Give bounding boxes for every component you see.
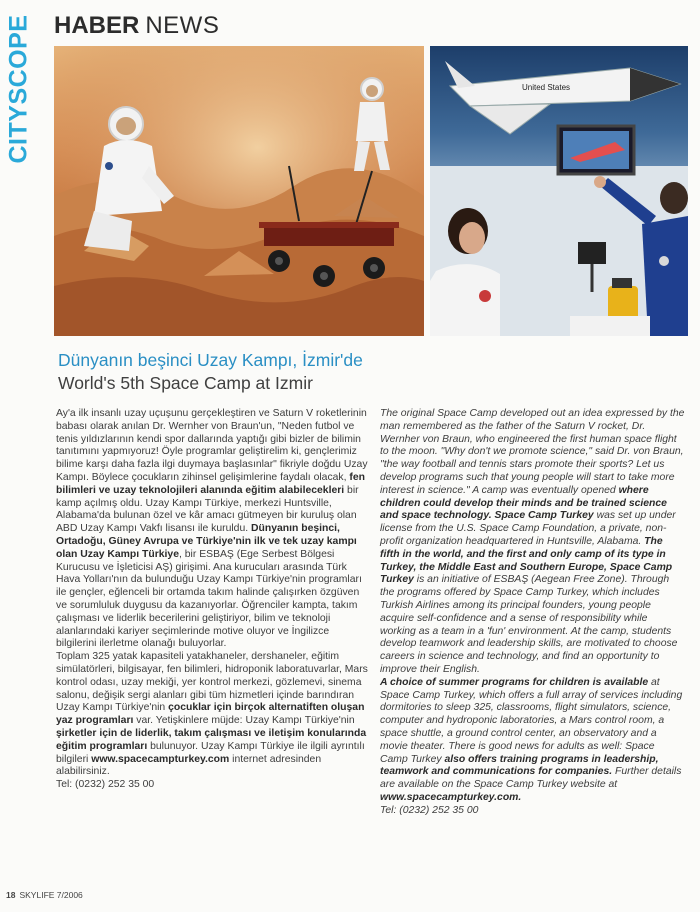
mars-terrain-photo (54, 46, 424, 336)
shuttle-classroom-photo (430, 46, 688, 336)
bold-text-segment: Dünyanın beşinci, Ortadoğu, Güney Avrupa ve Türkiye'nin ilk ve tek uzay kampı olan Uzay Kampı Türkiye (56, 523, 357, 560)
section-header (54, 12, 219, 40)
monitor (558, 126, 634, 174)
bold-text-segment: A choice of summer programs for children is available (380, 676, 649, 688)
paragraph-en-1 (380, 408, 685, 677)
mars-terrain-illustration (54, 46, 424, 336)
text-segment: is an initiative of ESBAŞ (Aegean Free Zone). Through the programs offered by Space Camp Turkey, which includes Turkish Airlines among its principal founders, young people acquire self-confidence and a sense of responsibility while working as a team in a 'fun' environment. At the camp, students develop teamwork and leadership skills, are motivated to choose careers in science and technology, and find an opportunity to improve their English. (380, 574, 678, 675)
article-titles (58, 350, 363, 394)
article-title-en: World's 5th Space Camp at Izmir (58, 373, 313, 393)
bold-text-segment: www.spacecampturkey.com (91, 753, 230, 765)
text-segment: , bir ESBAŞ (Ege Serbest Bölgesi Kurucusu ve İşleticisi AŞ) girişimi. Ana kurucuları arasında Türk Hava Yolları'nın da bulunduğu Uzay Kampı Türkiye'nin programları ile gençler, eğlenceli bir ortamda takım halinde çalışırken özgüven ve sorumluluk duygusu da kazanıyorlar. Öğrenciler kampta, takım çalışması ve liderlik becerilerini geliştiriyor, bilim ve teknoloji alanlarındaki kariyer seçimlerinde motive oluyor ve İngilizce bilgilerini ilerletme olanağı buluyorlar. (56, 548, 362, 650)
bold-text-segment: şirketler için de liderlik, takım çalışması ve iletişim konularında eğitim programları (56, 727, 367, 752)
bold-text-segment: Space Camp Turkey (494, 510, 594, 522)
bold-text-segment: where children could develop their minds and be trained science and space technology. (380, 484, 667, 522)
text-segment: var. Yetişkinlere müjde: Uzay Kampı Türkiye'nin (133, 715, 355, 727)
shuttle-classroom-illustration (430, 46, 688, 336)
magazine-issue: SKYLIFE 7/2006 (19, 890, 83, 900)
bold-text-segment: çocuklar için birçok alternatiften oluşan yaz programları (56, 702, 365, 727)
article-column-tr (56, 408, 369, 792)
text-segment: Further details are available on the Space Camp Turkey website at (380, 766, 682, 791)
page-footer (6, 890, 83, 900)
bold-text-segment: www.spacecampturkey.com. (380, 791, 522, 803)
shuttle-label: United States (522, 83, 571, 92)
paragraph-tr-1 (56, 408, 369, 651)
text-segment: The original Space Camp developed out an idea expressed by the man remembered as the father of the Saturn V rocket, Dr. Wernher von Braun, who engineered the first human space flight to the moon. "Why don't we promote science," said Dr. von Braun, "the way football and tennis stars promote their sports? Let us develop programs such that young people will start to take more interest in science." A camp was eventually opened (380, 408, 685, 496)
header-light: NEWS (145, 12, 220, 39)
text-segment: Ay'a ilk insanlı uzay uçuşunu gerçekleştiren ve Saturn V roketlerinin babası olarak anılan Dr. Wernher von Braun'un, "Neden futbol ve tenis yıldızlarının kendi spor dallarında yaptığı gibi bizler de bilimin tanıtımını yapmıyoruz! Öyle programlar geliştirelim ki, gençlerimiz bilime karşı daha fazla ilgi duymaya başlasınlar" fikriyle doğdu Uzay Kampı. Böylece çocukların zihinsel gelişimlerine faydalı olacak, (56, 408, 368, 483)
header-bold: HABER (54, 12, 140, 39)
page-number: 18 (6, 890, 16, 900)
bold-text-segment: also offers training programs in leadership, teamwork and communications for companies. (380, 753, 659, 778)
text-segment: at Space Camp Turkey, which offers a full array of services including dormitories to sleep 325, classrooms, flight simulators, science, computer and hydroponic laboratories, a Mars control room, a space shuttle, a ground control center, an observatory and a movie theater. There is good news for adults as well: Space Camp Turkey (380, 676, 683, 765)
paragraph-en-2 (380, 677, 685, 805)
text-segment: bir kamp açılmış oldu. Uzay Kampı Türkiye, merkezi Huntsville, Alabama'da bulunan özel ve kâr amacı gütmeyen bir kuruluş olan ABD Uzay Kampı Vakfı lisansı ile kuruldu. (56, 484, 359, 535)
text-segment: internet adresinden alabilirsiniz. (56, 753, 322, 778)
article-title-tr: Dünyanın beşinci Uzay Kampı, İzmir'de (58, 350, 363, 370)
text-segment: bulunuyor. Uzay Kampı Türkiye ile ilgili ayrıntılı bilgileri (56, 740, 365, 765)
phone-tr: Tel: (0232) 252 35 00 (56, 779, 155, 791)
text-segment: Toplam 325 yatak kapasiteli yatakhaneler, dershaneler, eğitim simülatörleri, bilgisayar, fen bilimleri, hidroponik laboratuvarlar, Mars kontrol odası, uzay mekiği, yer kontrol merkezi, gözlemevi, sinema salonu, değişik sergi alanları gibi tüm hizmetleri içinde barındıran Uzay Kampı Türkiye'nin (56, 651, 368, 714)
phone-en: Tel: (0232) 252 35 00 (380, 804, 479, 816)
section-side-label: CITYSCOPE (4, 14, 33, 164)
article-column-en (380, 408, 685, 818)
space-shuttle-model (445, 61, 680, 134)
text-segment: was set up under license from the U.S. Space Camp Foundation, a private, non-profit organization headquartered in Huntsville, Alabama. (380, 510, 676, 547)
bold-text-segment: The fifth in the world, and the first and only camp of its type in Turkey, the Middle East and Southern Europe, Space Camp Turkey (380, 535, 673, 586)
bold-text-segment: fen bilimleri ve uzay teknolojileri alanında eğitim alabilecekleri (56, 471, 365, 496)
paragraph-tr-2 (56, 651, 369, 779)
